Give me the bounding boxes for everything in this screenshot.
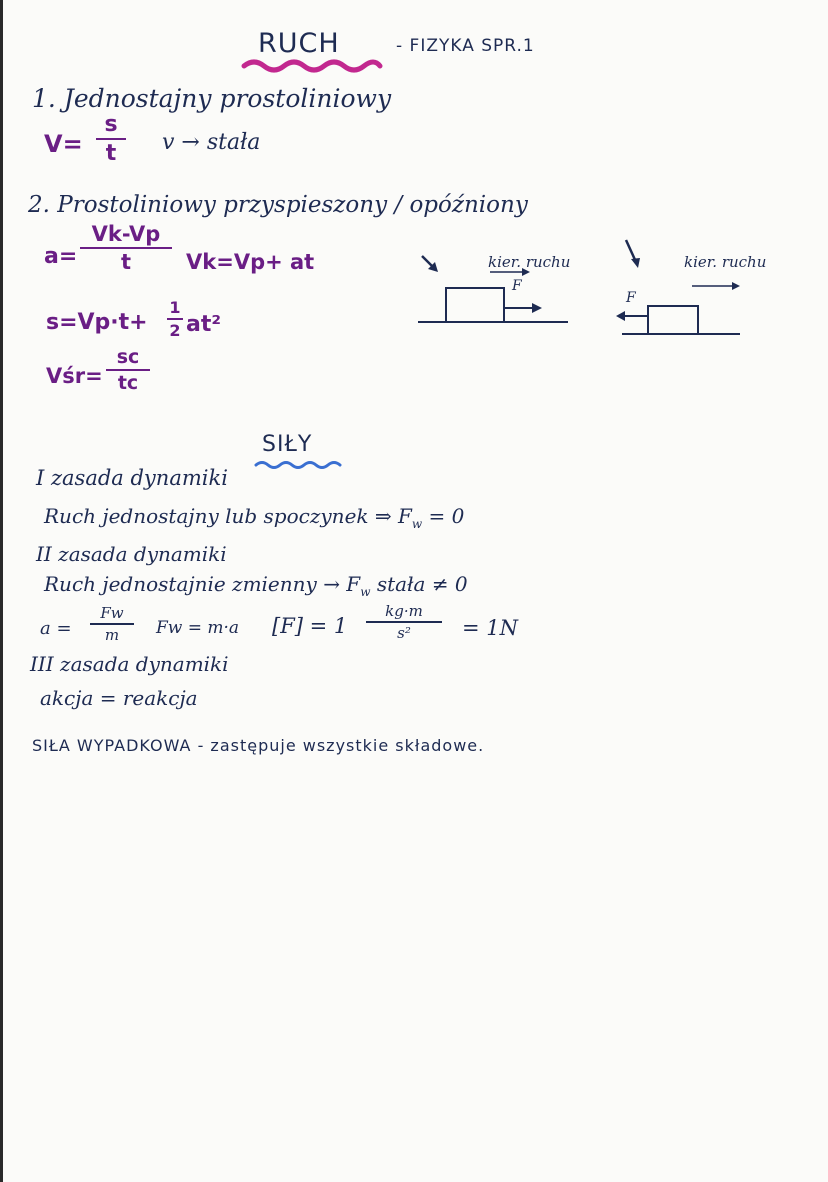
resultant-force-note: SIŁA WYPADKOWA - zastępuje wszystkie składowe. [32,736,485,755]
section-1-title: 1. Jednostajny prostoliniowy [32,84,392,113]
final-velocity-formula: Vk=Vp+ at [186,250,315,274]
velocity-denominator: t [105,141,117,166]
page-subtitle: - FIZYKA SPR.1 [396,36,535,56]
page-edge [0,0,3,1182]
newton-unit-denominator: s² [397,624,411,642]
third-law-title: III zasada dynamiki [30,652,229,676]
average-velocity-fraction [106,346,150,394]
distance-half-numerator: 1 [169,298,181,317]
average-velocity-lhs: Vśr= [46,364,103,388]
velocity-constant-note: v → stała [162,130,261,155]
title-pink-scribble [242,58,382,74]
third-law-text: akcja = reakcja [40,686,198,710]
first-law-text [44,504,464,531]
second-law-text [44,572,468,599]
velocity-numerator: s [104,112,118,137]
average-velocity-denominator: tc [117,372,139,394]
distance-half-denominator: 2 [169,321,181,340]
right-direction-label: kier. ruchu [684,253,767,271]
second-law-subscript: w [360,585,371,599]
first-law-tail: = 0 [422,504,465,528]
newton-unit-numerator: kg·m [385,602,423,620]
left-force-label: F [512,278,522,294]
section-2-title: 2. Prostoliniowy przyspieszony / opóźniony [28,192,528,218]
page-title: RUCH [258,28,340,59]
first-law-statement: Ruch jednostajny lub spoczynek ⇒ F [44,504,412,528]
acceleration-denominator: t [120,250,132,274]
velocity-formula-lhs: V= [44,130,83,158]
left-direction-label: kier. ruchu [488,253,571,271]
distance-half-fraction [167,298,183,340]
acceleration-fraction [80,222,172,274]
distance-formula-start: s=Vp·t+ [46,310,148,335]
newton-unit-lhs: [F] = 1 [272,614,348,638]
decelerating-box-diagram [612,234,742,344]
second-law-statement: Ruch jednostajnie zmienny → F [44,572,361,596]
first-law-subscript: w [411,517,423,531]
second-law-title: II zasada dynamiki [36,542,227,566]
newton-second-law-formula: Fw = m·a [156,618,240,638]
right-force-label: F [626,290,636,306]
newton-unit-fraction [366,602,442,642]
acceleration-lhs: a= [44,244,78,269]
second-law-accel-fraction [90,604,134,644]
newton-unit-rhs: = 1N [462,616,519,640]
second-law-accel-lhs: a = [40,618,72,639]
acceleration-numerator: Vk-Vp [91,222,161,246]
forces-title: SIŁY [262,432,313,457]
second-law-accel-numerator: Fw [100,604,124,622]
second-law-tail: stała ≠ 0 [370,572,468,596]
second-law-accel-denominator: m [104,626,120,644]
forces-title-blue-scribble [254,460,344,470]
average-velocity-numerator: sc [116,346,140,368]
velocity-fraction [96,112,126,166]
distance-formula-end: at² [186,312,221,337]
first-law-title: I zasada dynamiki [36,466,228,490]
